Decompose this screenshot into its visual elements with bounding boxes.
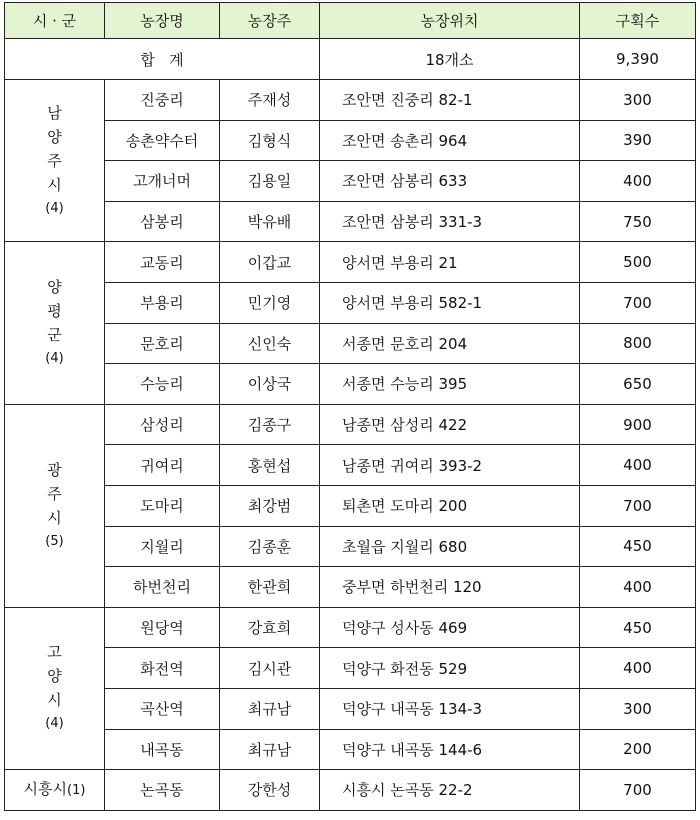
plots-cell: 900 (580, 404, 696, 445)
region-cell (5, 80, 105, 242)
table-row (5, 648, 696, 689)
region-name-char: 군 (47, 326, 62, 345)
plots-cell: 700 (580, 770, 696, 811)
location-cell: 남종면 삼성리 422 (320, 404, 580, 445)
table-row (5, 404, 696, 445)
owner-cell: 이상국 (220, 364, 320, 405)
region-cell (5, 404, 105, 607)
region-cell (5, 242, 105, 404)
total-location: 18개소 (320, 39, 580, 80)
plots-cell: 700 (580, 485, 696, 526)
plots-cell: 200 (580, 729, 696, 770)
farm-name-cell: 귀여리 (105, 445, 220, 486)
location-cell: 서종면 문호리 204 (320, 323, 580, 364)
location-cell: 덕양구 성사동 469 (320, 607, 580, 648)
location-cell: 서종면 수능리 395 (320, 364, 580, 405)
farm-name-cell: 내곡동 (105, 729, 220, 770)
farm-name-cell: 고개너머 (105, 161, 220, 202)
region-count: (1) (67, 782, 86, 798)
region-name-char: 고 (47, 643, 62, 662)
table-row (5, 242, 696, 283)
owner-cell: 박유배 (220, 201, 320, 242)
region-cell (5, 607, 105, 769)
farm-table (4, 2, 696, 811)
farm-name-cell: 도마리 (105, 485, 220, 526)
region-cell (5, 770, 105, 811)
location-cell: 덕양구 내곡동 134-3 (320, 688, 580, 729)
region-count: (4) (45, 716, 64, 732)
location-cell: 중부면 하번천리 120 (320, 567, 580, 608)
farm-name-cell: 송촌약수터 (105, 120, 220, 161)
plots-cell: 650 (580, 364, 696, 405)
farm-name-cell: 삼봉리 (105, 201, 220, 242)
owner-cell: 강효희 (220, 607, 320, 648)
table-row (5, 282, 696, 323)
farm-name-cell: 교동리 (105, 242, 220, 283)
plots-cell: 300 (580, 80, 696, 121)
table-row (5, 120, 696, 161)
table-row (5, 445, 696, 486)
location-cell: 양서면 부용리 21 (320, 242, 580, 283)
farm-name-cell: 삼성리 (105, 404, 220, 445)
location-cell: 남종면 귀여리 393-2 (320, 445, 580, 486)
table-row (5, 364, 696, 405)
plots-cell: 450 (580, 607, 696, 648)
owner-cell: 김종구 (220, 404, 320, 445)
region-name-char: 양 (47, 667, 62, 686)
owner-cell: 최규남 (220, 729, 320, 770)
table-row (5, 201, 696, 242)
farm-name-cell: 부용리 (105, 282, 220, 323)
owner-cell: 강한성 (220, 770, 320, 811)
region-name-char: 양 (47, 127, 62, 146)
region-name-char: 평 (47, 302, 62, 321)
owner-cell: 홍현섭 (220, 445, 320, 486)
plots-cell: 750 (580, 201, 696, 242)
location-cell: 조안면 삼봉리 331-3 (320, 201, 580, 242)
region-name-char: 시 (47, 691, 62, 710)
farm-name-cell: 원당역 (105, 607, 220, 648)
region-name-char: 주 (47, 484, 62, 503)
region-name-char: 양 (47, 278, 62, 297)
owner-cell: 김용일 (220, 161, 320, 202)
owner-cell: 이갑교 (220, 242, 320, 283)
header-region: 시 · 군 (5, 3, 105, 39)
farm-name-cell: 하번천리 (105, 567, 220, 608)
farm-name-cell: 수능리 (105, 364, 220, 405)
plots-cell: 400 (580, 161, 696, 202)
table-row (5, 607, 696, 648)
location-cell: 퇴촌면 도마리 200 (320, 485, 580, 526)
owner-cell: 민기영 (220, 282, 320, 323)
farm-name-cell: 진중리 (105, 80, 220, 121)
owner-cell: 김종훈 (220, 526, 320, 567)
total-row (5, 39, 696, 80)
farm-name-cell: 곡산역 (105, 688, 220, 729)
table-row (5, 161, 696, 202)
location-cell: 덕양구 내곡동 144-6 (320, 729, 580, 770)
location-cell: 시흥시 논곡동 22-2 (320, 770, 580, 811)
owner-cell: 김형식 (220, 120, 320, 161)
region-name-char: 남 (47, 103, 62, 122)
plots-cell: 400 (580, 567, 696, 608)
location-cell: 덕양구 화전동 529 (320, 648, 580, 689)
region-count: (5) (45, 533, 64, 549)
region-count: (4) (45, 351, 64, 367)
farm-name-cell: 논곡동 (105, 770, 220, 811)
location-cell: 조안면 송촌리 964 (320, 120, 580, 161)
plots-cell: 390 (580, 120, 696, 161)
plots-cell: 400 (580, 648, 696, 689)
table-row (5, 729, 696, 770)
region-name-char: 주 (47, 151, 62, 170)
region-count: (4) (45, 200, 64, 216)
farm-name-cell: 화전역 (105, 648, 220, 689)
table-row (5, 770, 696, 811)
header-owner: 농장주 (220, 3, 320, 39)
table-row (5, 688, 696, 729)
header-row (5, 3, 696, 39)
table-row (5, 80, 696, 121)
region-name-char: 시 (47, 175, 62, 194)
total-plots: 9,390 (580, 39, 696, 80)
total-label: 합 계 (5, 39, 320, 80)
owner-cell: 신인숙 (220, 323, 320, 364)
owner-cell: 한관희 (220, 567, 320, 608)
plots-cell: 800 (580, 323, 696, 364)
owner-cell: 김시관 (220, 648, 320, 689)
location-cell: 조안면 삼봉리 633 (320, 161, 580, 202)
location-cell: 초월읍 지월리 680 (320, 526, 580, 567)
location-cell: 조안면 진중리 82-1 (320, 80, 580, 121)
plots-cell: 450 (580, 526, 696, 567)
table-row (5, 323, 696, 364)
location-cell: 양서면 부용리 582-1 (320, 282, 580, 323)
owner-cell: 최강범 (220, 485, 320, 526)
owner-cell: 주재성 (220, 80, 320, 121)
owner-cell: 최규남 (220, 688, 320, 729)
header-plots: 구획수 (580, 3, 696, 39)
farm-name-cell: 지월리 (105, 526, 220, 567)
table-row (5, 485, 696, 526)
farm-name-cell: 문호리 (105, 323, 220, 364)
region-name: 시흥시 (23, 779, 68, 798)
plots-cell: 700 (580, 282, 696, 323)
plots-cell: 500 (580, 242, 696, 283)
table-row (5, 567, 696, 608)
region-name-char: 광 (47, 460, 62, 479)
plots-cell: 400 (580, 445, 696, 486)
plots-cell: 300 (580, 688, 696, 729)
table-row (5, 526, 696, 567)
header-farm-name: 농장명 (105, 3, 220, 39)
header-location: 농장위치 (320, 3, 580, 39)
region-name-char: 시 (47, 508, 62, 527)
